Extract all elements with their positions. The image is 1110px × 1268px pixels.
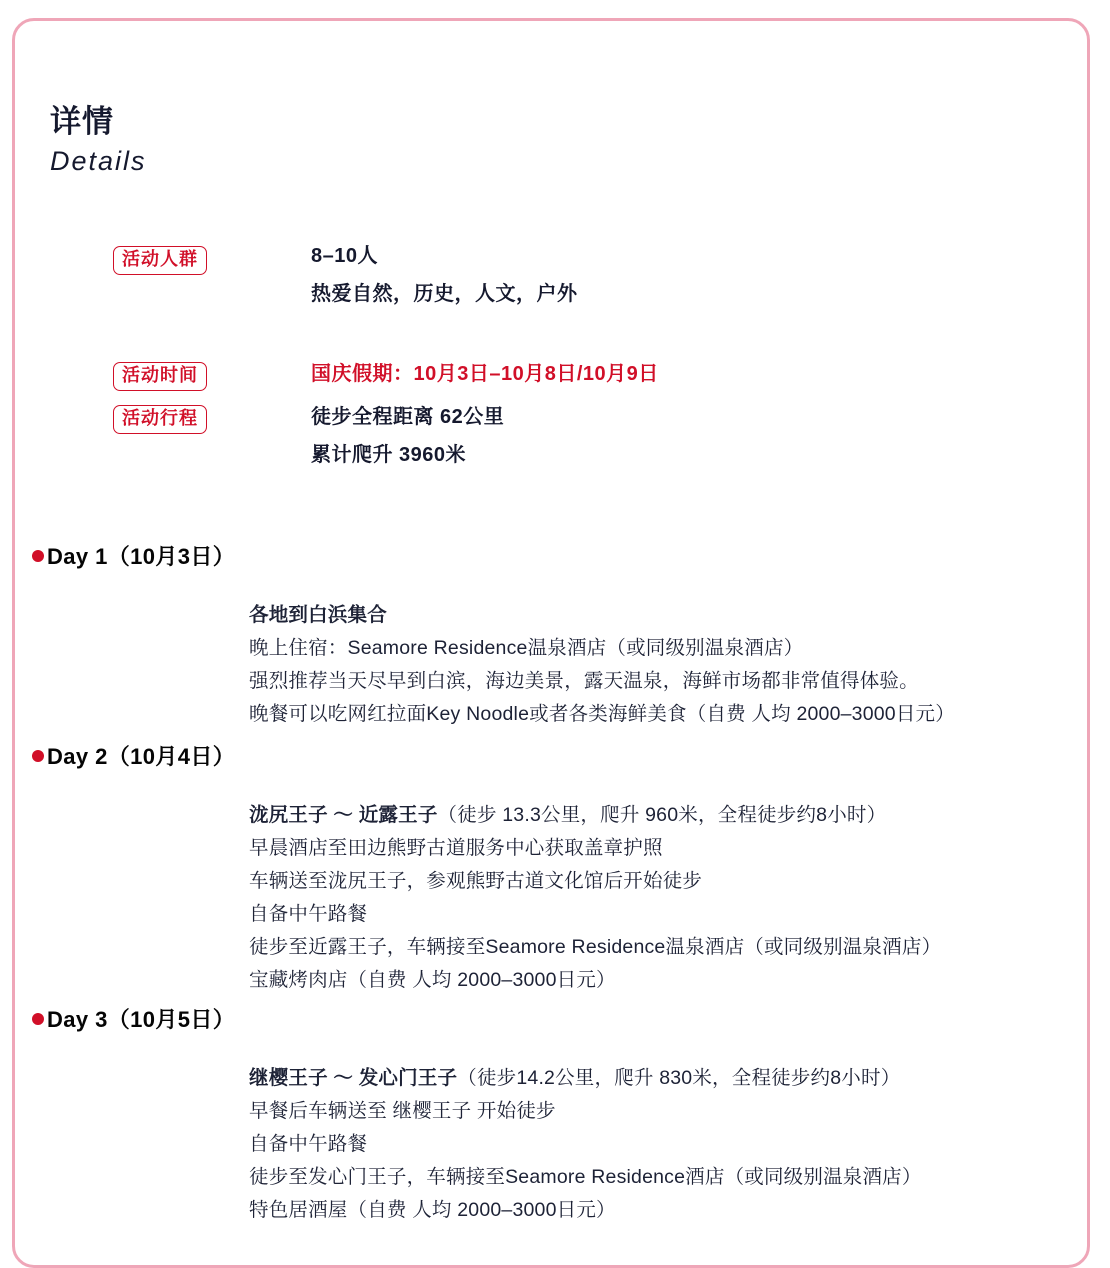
day-2-title: Day 2（10月4日） — [47, 744, 236, 769]
day-3-body — [0, 1062, 1110, 1227]
day-3-line-5: 特色居酒屋（自费 人均 2000–3000日元） — [249, 1199, 616, 1221]
day-3-line-1 — [249, 1062, 1110, 1095]
time-value-column — [226, 362, 1110, 384]
day-section-2 — [0, 740, 1110, 997]
day-section-3 — [0, 1003, 1110, 1227]
route-line-1: 徒步全程距离 62公里 — [311, 405, 505, 428]
day-section-1 — [0, 540, 1110, 731]
day-3-heading — [0, 1003, 1110, 1034]
day-1-line-2: 晚上住宿：Seamore Residence温泉酒店（或同级别温泉酒店） — [249, 637, 804, 659]
tag-audience: 活动人群 — [113, 246, 207, 275]
day-1-line-1: 各地到白浜集合 — [249, 604, 387, 626]
day-1-body — [0, 599, 1110, 731]
day-3-line-2: 早餐后车辆送至 继樱王子 开始徒步 — [249, 1100, 556, 1122]
info-row-time — [0, 362, 1110, 391]
audience-tag-column — [0, 246, 226, 275]
tag-activity-route: 活动行程 — [113, 405, 207, 434]
day-1-line-3: 强烈推荐当天尽早到白滨，海边美景，露天温泉，海鲜市场都非常值得体验。 — [249, 670, 919, 692]
day-2-route-detail: （徒步 13.3公里，爬升 960米，全程徒步约8小时） — [437, 804, 887, 826]
bullet-dot-icon — [32, 750, 44, 762]
day-1-heading — [0, 540, 1110, 571]
route-line-2: 累计爬升 3960米 — [311, 443, 467, 466]
day-1-line-4: 晚餐可以吃网红拉面Key Noodle或者各类海鲜美食（自费 人均 2000–3000日元） — [249, 703, 955, 725]
bullet-dot-icon — [32, 550, 44, 562]
time-line-1: 国庆假期：10月3日–10月8日/10月9日 — [311, 363, 659, 385]
route-value-column — [226, 405, 1110, 465]
info-block-audience — [0, 246, 1110, 312]
day-2-line-1 — [249, 799, 1110, 832]
page-header — [50, 104, 147, 177]
day-2-line-5: 徒步至近露王子，车辆接至Seamore Residence温泉酒店（或同级别温泉酒店） — [249, 936, 942, 958]
bullet-dot-icon — [32, 1013, 44, 1025]
route-tag-column — [0, 405, 226, 434]
time-tag-column — [0, 362, 226, 391]
day-2-line-2: 早晨酒店至田边熊野古道服务中心获取盖章护照 — [249, 837, 663, 859]
audience-line-1: 8–10人 — [311, 245, 378, 267]
page-title: 详情 — [50, 104, 114, 139]
audience-value-column — [226, 246, 1110, 304]
day-1-title: Day 1（10月3日） — [47, 544, 236, 569]
day-2-line-6: 宝藏烤肉店（自费 人均 2000–3000日元） — [249, 969, 616, 991]
day-3-title: Day 3（10月5日） — [47, 1007, 236, 1032]
day-3-line-4: 徒步至发心门王子，车辆接至Seamore Residence酒店（或同级别温泉酒店） — [249, 1166, 922, 1188]
day-2-body — [0, 799, 1110, 997]
info-row-audience — [0, 246, 1110, 304]
info-row-route — [0, 405, 1110, 465]
info-block-schedule — [0, 362, 1110, 473]
audience-line-2: 热爱自然，历史，人文，户外 — [311, 283, 578, 305]
day-2-route-name: 泷尻王子 ～ 近露王子 — [249, 804, 438, 826]
page-subtitle: Details — [50, 145, 147, 176]
day-3-route-name: 继樱王子 ～ 发心门王子 — [249, 1067, 458, 1089]
day-2-line-4: 自备中午路餐 — [249, 903, 368, 925]
day-2-line-3: 车辆送至泷尻王子，参观熊野古道文化馆后开始徒步 — [249, 870, 703, 892]
day-2-heading — [0, 740, 1110, 771]
day-3-line-3: 自备中午路餐 — [249, 1133, 368, 1155]
day-3-route-detail: （徒步14.2公里，爬升 830米，全程徒步约8小时） — [457, 1067, 901, 1089]
tag-activity-time: 活动时间 — [113, 362, 207, 391]
